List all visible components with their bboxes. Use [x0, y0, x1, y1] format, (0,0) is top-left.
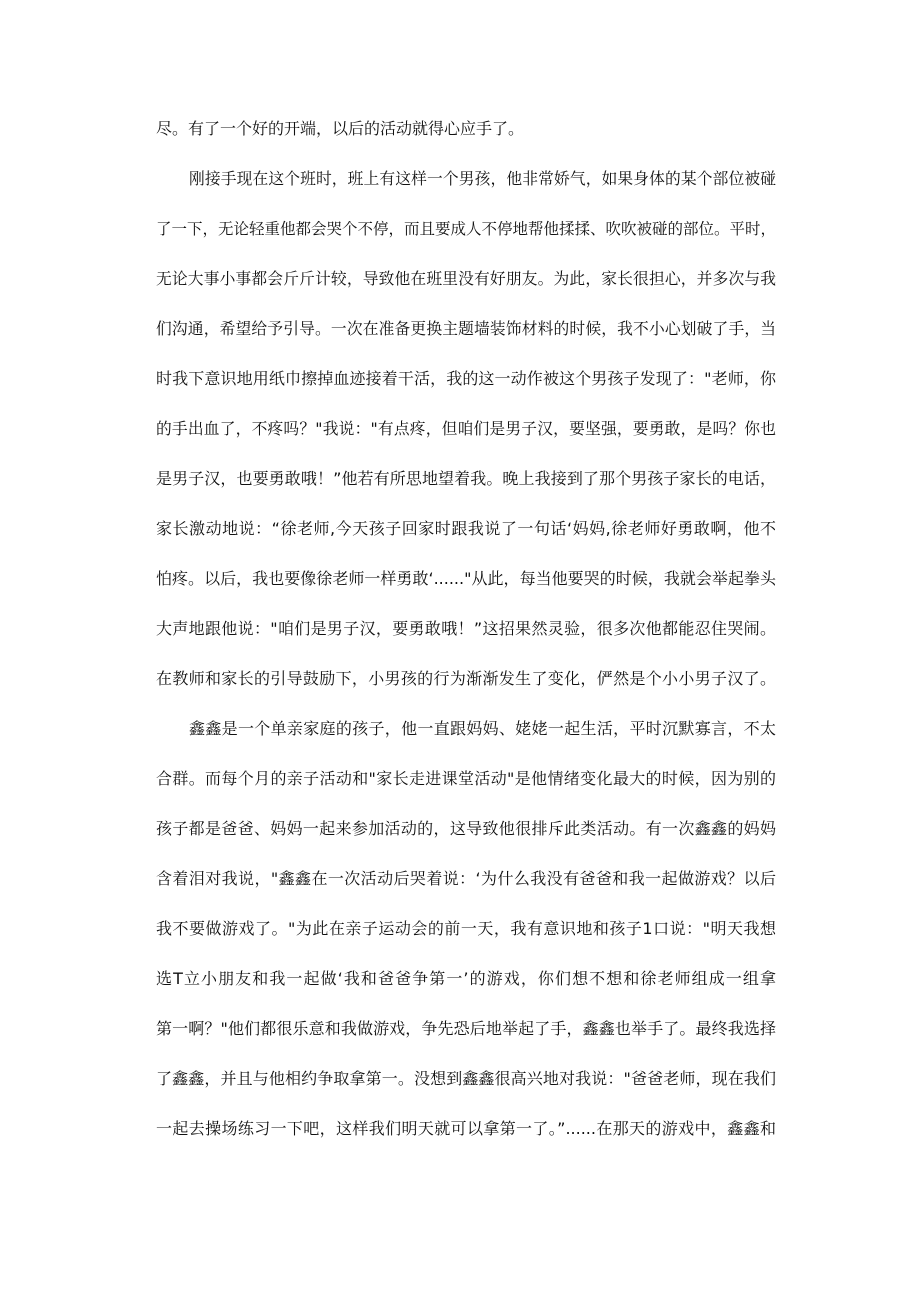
text-line: 合群。而每个月的亲子活动和"家长走进课堂活动"是他情绪变化最大的时候，因为别的: [156, 769, 776, 788]
text-line: 无论大事小事都会斤斤计较，导致他在班里没有好朋友。为此，家长很担心，并多次与我: [156, 269, 776, 288]
text-line: 选T立小朋友和我一起做‘我和爸爸争第一’的游戏，你们想不想和徐老师组成一组拿: [156, 969, 776, 988]
text-line: 们沟通，希望给予引导。一次在准备更换主题墙装饰材料的时候，我不小心划破了手，当: [156, 319, 776, 338]
text-line: 大声地跟他说："咱们是男子汉，要勇敢哦！”这招果然灵验，很多次他都能忍住哭闹。: [156, 619, 776, 638]
text-line: 我不要做游戏了。"为此在亲子运动会的前一天，我有意识地和孩子1口说："明天我想: [156, 919, 776, 938]
text-line: 了一下，无论轻重他都会哭个不停，而且要成人不停地帮他揉揉、吹吹被碰的部位。平时，: [156, 220, 777, 238]
paragraph-first-line: 刚接手现在这个班时，班上有这样一个男孩，他非常娇气，如果身体的某个部位被碰: [189, 169, 776, 188]
text-line: 第一啊？"他们都很乐意和我做游戏，争先恐后地举起了手，鑫鑫也举手了。最终我选择: [156, 1019, 776, 1038]
paragraph-last-line: 在教师和家长的引导鼓励下，小男孩的行为渐渐发生了变化，俨然是个小小男子汉了。: [156, 669, 776, 688]
text-line: 怕疼。以后，我也要像徐老师一样勇敢‘......"从此，每当他要哭的时候，我就会举起拳头: [156, 569, 776, 588]
text-line: 时我下意识地用纸巾擦掉血迹接着干活，我的这一动作被这个男孩子发现了："老师，你: [156, 369, 776, 388]
paragraph-first-line: 鑫鑫是一个单亲家庭的孩子，他一直跟妈妈、姥姥一起生活，平时沉默寡言，不太: [189, 719, 776, 738]
text-line: 家长激动地说：“徐老师,今天孩子回家时跟我说了一句话‘妈妈,徐老师好勇敢啊，他不: [156, 519, 776, 538]
text-line: 的手出血了，不疼吗？"我说："有点疼，但咱们是男子汉，要坚强，要勇敢，是吗？你也: [156, 419, 776, 438]
text-line: 了鑫鑫，并且与他相约争取拿第一。没想到鑫鑫很高兴地对我说："爸爸老师，现在我们: [156, 1069, 776, 1088]
text-line: 孩子都是爸爸、妈妈一起来参加活动的，这导致他很排斥此类活动。有一次鑫鑫的妈妈: [156, 819, 776, 838]
text-line: 尽。有了一个好的开端，以后的活动就得心应手了。: [156, 119, 525, 138]
text-line: 一起去操场练习一下吧，这样我们明天就可以拿第一了。”......在那天的游戏中，鑫鑫和: [156, 1119, 776, 1138]
text-line: 是男子汉，也要勇敢哦！”他若有所思地望着我。晚上我接到了那个男孩子家长的电话，: [156, 469, 776, 488]
text-line: 含着泪对我说，"鑫鑫在一次活动后哭着说：‘为什么我没有爸爸和我一起做游戏？以后: [156, 869, 776, 888]
